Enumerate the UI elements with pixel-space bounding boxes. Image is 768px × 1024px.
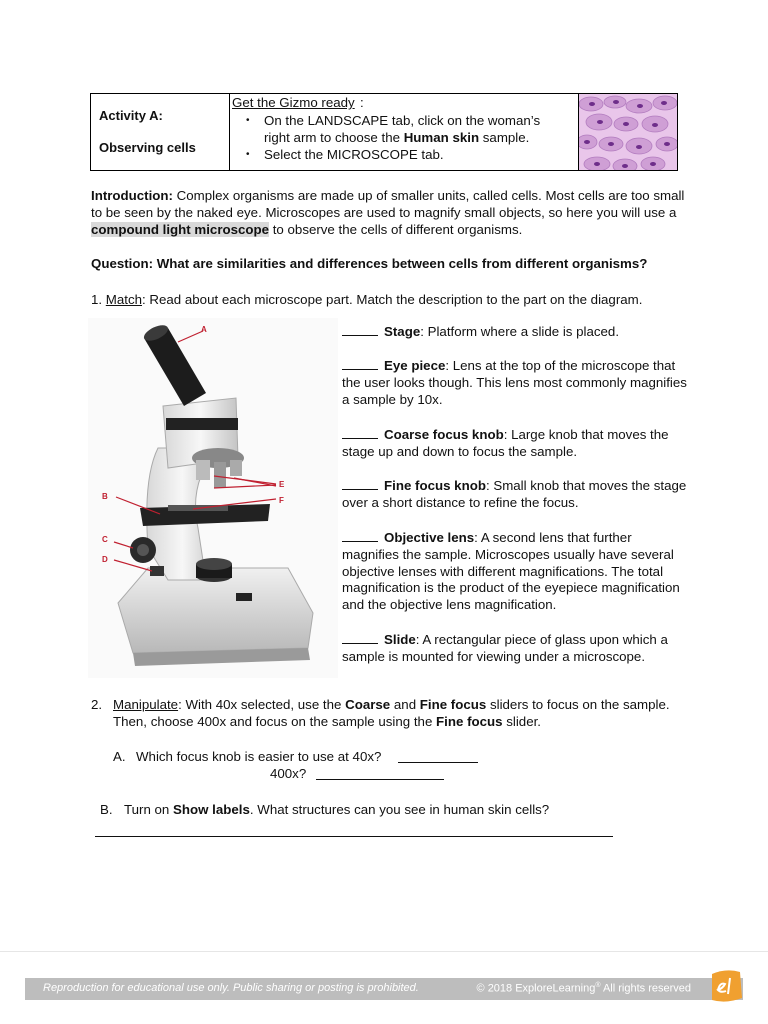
diagram-label-e: E	[279, 480, 285, 489]
answer-blank[interactable]	[342, 478, 378, 490]
q2a-answer-40x[interactable]	[398, 762, 478, 763]
q2b-letter: B.	[100, 802, 113, 817]
footer-bar	[25, 978, 743, 1000]
activity-header-table	[90, 93, 678, 171]
q2-label: Manipulate	[113, 697, 179, 712]
diagram-label-f: F	[279, 496, 284, 505]
diagram-label-a: A	[201, 325, 207, 334]
match-item-stage: Stage: Platform where a slide is placed.	[342, 324, 687, 341]
q2a-400x-label: 400x?	[270, 766, 307, 781]
gizmo-ready-title: Get the Gizmo ready	[232, 95, 355, 110]
q1-instruction: 1. Match: Read about each microscope part. Match the description to the part on the diagram.	[91, 292, 643, 307]
diagram-label-b: B	[102, 492, 108, 501]
match-item-objective-lens: Objective lens: A second lens that further magnifies the sample. Microscopes usually have several objective lenses with different magnifications. The total magnification is the product of the eyepiece magnification and the objective lens magnification.	[342, 530, 680, 613]
q2a-question: Which focus knob is easier to use at 40x?	[136, 749, 382, 764]
bullet-dot: •	[246, 149, 250, 160]
introduction-paragraph	[91, 188, 691, 238]
bullet-2-text: Select the MICROSCOPE tab.	[264, 147, 444, 162]
activity-title: Observing cells	[99, 140, 196, 155]
answer-blank[interactable]	[342, 530, 378, 542]
main-question: Question: What are similarities and differences between cells from different organisms?	[91, 256, 648, 271]
bullet-1-line-2: right arm to choose the Human skin sample.	[264, 129, 530, 145]
intro-text-2: to observe the cells of different organisms.	[269, 221, 523, 237]
q1-label: Match	[105, 292, 143, 307]
diagram-label-c: C	[102, 535, 108, 544]
explorelearning-logo-icon	[706, 966, 746, 1006]
skin-cells-image	[578, 94, 677, 170]
bullet-1-line-1: On the LANDSCAPE tab, click on the woman’s	[264, 113, 541, 128]
gizmo-ready-colon: :	[360, 95, 364, 110]
microscope-diagram	[88, 318, 338, 678]
q2b-question: Turn on Show labels. What structures can you see in human skin cells?	[124, 802, 550, 817]
gizmo-ready-cell	[230, 94, 578, 170]
answer-blank[interactable]	[342, 427, 378, 439]
match-item-coarse-focus: Coarse focus knob: Large knob that moves the stage up and down to focus the sample.	[342, 427, 669, 459]
activity-label: Activity A:	[99, 108, 163, 123]
answer-blank[interactable]	[342, 358, 378, 370]
match-item-fine-focus: Fine focus knob: Small knob that moves the stage over a short distance to refine the focus.	[342, 478, 687, 510]
q2a-letter: A.	[113, 749, 126, 764]
activity-cell	[91, 94, 230, 170]
q2-number: 2.	[91, 697, 103, 712]
match-item-slide: Slide: A rectangular piece of glass upon which a sample is mounted for viewing under a microscope.	[342, 632, 668, 664]
diagram-label-d: D	[102, 555, 108, 564]
intro-text-1: Complex organisms are made up of smaller units, called cells. Most cells are too small to be seen by the naked eye. Microscopes are used to magnify small objects, so here you will use a	[91, 188, 685, 220]
intro-label: Introduction:	[91, 188, 173, 203]
footer-disclaimer: Reproduction for educational use only. Public sharing or posting is prohibited.	[43, 982, 419, 994]
q2-instruction: Manipulate: With 40x selected, use the Coarse and Fine focus sliders to focus on the sample. Then, choose 400x and focus on the sample using the Fine focus slider.	[113, 697, 670, 729]
answer-blank[interactable]	[342, 324, 378, 336]
q2a-answer-400x[interactable]	[316, 779, 444, 780]
bullet-dot: •	[246, 115, 250, 126]
q2b-answer-line[interactable]	[95, 836, 613, 837]
intro-highlight: compound light microscope	[91, 221, 270, 237]
footer-copyright: © 2018 ExploreLearning® All rights reserved	[476, 982, 691, 995]
answer-blank[interactable]	[342, 632, 378, 644]
footer-divider	[0, 951, 768, 952]
match-item-eye-piece: Eye piece: Lens at the top of the microscope that the user looks though. This lens most commonly magnifies a sample by 10x.	[342, 358, 687, 407]
skin-cells-picture	[579, 94, 677, 170]
